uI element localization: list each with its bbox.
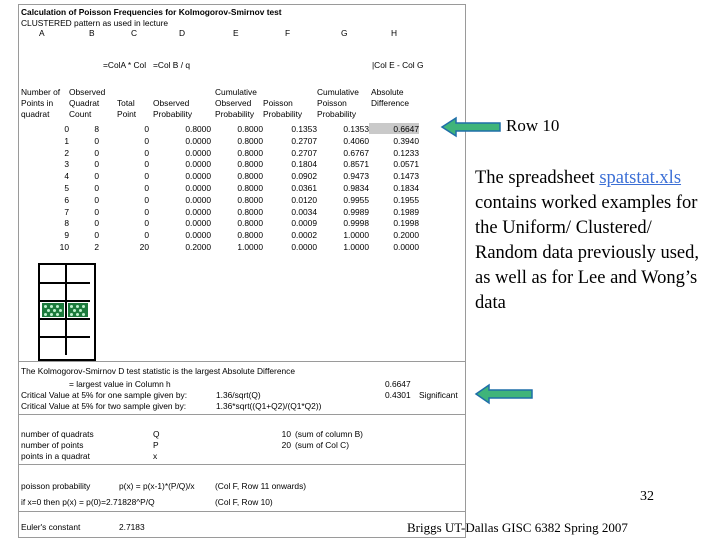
- col-letter-c: C: [131, 28, 138, 38]
- table-cell: 0.8000: [237, 194, 263, 205]
- header-b1: Observed: [69, 87, 106, 97]
- header-e1: Cumulative: [215, 87, 257, 97]
- table-cell: 0: [144, 230, 149, 241]
- table-cell: 0: [94, 206, 99, 217]
- page-number: 32: [640, 489, 654, 504]
- table-cell: 0.0120: [291, 194, 317, 205]
- table-cell: 0.6767: [343, 147, 369, 158]
- param-note-q: (sum of column B): [295, 429, 363, 439]
- table-cell: 0.1989: [393, 206, 419, 217]
- table-cell: 0.2000: [393, 230, 419, 241]
- col-letter-h: H: [391, 28, 398, 38]
- table-cell: 0.2707: [291, 147, 317, 158]
- ks-line4-formula: 1.36*sqrt((Q1+Q2)/(Q1*Q2)): [216, 401, 322, 411]
- ks-line2-value: 0.6647: [385, 379, 411, 389]
- table-cell: 0.0571: [393, 159, 419, 170]
- table-cell: 0: [94, 194, 99, 205]
- table-cell: 1: [64, 135, 69, 146]
- header-a1: Number of: [21, 87, 61, 97]
- table-cell: 0.8000: [185, 124, 211, 134]
- poisson-note1: (Col F, Row 11 onwards): [215, 481, 307, 491]
- header-f2: Poisson: [263, 98, 293, 108]
- table-cell: 0.2707: [291, 135, 317, 146]
- table-cell: 0.0000: [185, 171, 211, 182]
- table-cell: 0: [64, 124, 69, 134]
- header-c2: Total: [117, 98, 135, 108]
- table-cell: 0.0000: [185, 218, 211, 229]
- table-cell: 0: [94, 218, 99, 229]
- table-cell: 8: [94, 124, 99, 134]
- ks-line3-result: Significant: [419, 390, 458, 400]
- table-cell: 0.0000: [393, 242, 419, 252]
- param-label-x: points in a quadrat: [21, 451, 90, 461]
- table-cell: 0.8000: [237, 230, 263, 241]
- header-e2: Observed: [215, 98, 252, 108]
- table-cell: 0.8000: [237, 135, 263, 146]
- table-cell: 0.8000: [237, 183, 263, 193]
- col-letter-b: B: [89, 28, 95, 38]
- table-cell: 0: [144, 206, 149, 217]
- table-cell: 5: [64, 183, 69, 193]
- ks-line2: = largest value in Column h: [69, 379, 171, 389]
- table-cell: 0.0000: [185, 183, 211, 193]
- table-cell: 0.1834: [393, 183, 419, 193]
- table-cell: 0.0000: [185, 206, 211, 217]
- table-cell: 0.9998: [343, 218, 369, 229]
- header-g1: Cumulative: [317, 87, 359, 97]
- col-letter-d: D: [179, 28, 186, 38]
- table-cell: 0.8000: [237, 206, 263, 217]
- header-a3: quadrat: [21, 109, 50, 119]
- euler-label: Euler's constant: [21, 522, 81, 532]
- col-letter-f: F: [285, 28, 291, 38]
- param-value-p: 20: [281, 440, 291, 450]
- param-label-p: number of points: [21, 440, 84, 450]
- quadrat-pattern-image: [38, 263, 96, 361]
- param-value-q: 10: [281, 429, 291, 439]
- header-g3: Probability: [317, 109, 357, 119]
- table-cell: 0: [144, 183, 149, 193]
- table-cell: 0.0000: [185, 194, 211, 205]
- table-cell: 9: [64, 230, 69, 241]
- table-cell: 0.0009: [291, 218, 317, 229]
- ks-line3-formula: 1.36/sqrt(Q): [216, 390, 261, 400]
- table-cell: 0.1353: [343, 124, 369, 134]
- poisson-formula: p(x) = p(x-1)*(P/Q)/x: [119, 481, 195, 491]
- table-cell: 0.8000: [237, 124, 263, 134]
- table-cell: 0.8571: [343, 159, 369, 170]
- col-letter-e: E: [233, 28, 239, 38]
- footer-credit: Briggs UT-Dallas GISC 6382 Spring 2007: [407, 520, 628, 535]
- table-cell: 0.0000: [291, 242, 317, 252]
- row-10-label: Row 10: [506, 116, 560, 135]
- table-cell: 0.0002: [291, 230, 317, 241]
- explanation-note: [475, 166, 715, 316]
- table-cell: 0.0000: [185, 135, 211, 146]
- table-cell: 20: [139, 242, 149, 252]
- table-cell: 0.4060: [343, 135, 369, 146]
- table-cell: 0: [144, 147, 149, 158]
- table-cell: 2: [94, 242, 99, 252]
- header-b3: Count: [69, 109, 92, 119]
- col-letter-a: A: [39, 28, 45, 38]
- param-label-q: number of quadrats: [21, 429, 94, 439]
- table-cell: 0.0902: [291, 171, 317, 182]
- header-e3: Probability: [215, 109, 255, 119]
- table-cell: 0.1804: [291, 159, 317, 170]
- param-sym-p: P: [153, 440, 159, 450]
- euler-value: 2.7183: [119, 522, 145, 532]
- spatstat-link[interactable]: spatstat.xls: [599, 168, 682, 188]
- table-cell: 0.0034: [291, 206, 317, 217]
- table-cell: 0: [144, 135, 149, 146]
- header-a2: Points in: [21, 98, 54, 108]
- table-cell: 0: [94, 159, 99, 170]
- table-cell: 0: [144, 159, 149, 170]
- header-b2: Quadrat: [69, 98, 100, 108]
- table-cell: 8: [64, 218, 69, 229]
- param-sym-x: x: [153, 451, 158, 461]
- table-cell: 0: [94, 135, 99, 146]
- ks-line4-label: Critical Value at 5% for two sample given by:: [21, 401, 187, 411]
- arrow-left-icon: [474, 383, 534, 405]
- table-cell: 0.9473: [343, 171, 369, 182]
- ks-line3-value: 0.4301: [385, 390, 411, 400]
- formula-c: =ColA * Col: [103, 60, 147, 70]
- table-cell: 0: [144, 124, 149, 134]
- table-cell: 0.0000: [185, 230, 211, 241]
- ks-line3-label: Critical Value at 5% for one sample given by:: [21, 390, 188, 400]
- arrow-left-icon: [440, 116, 502, 138]
- formula-d: =Col B / q: [153, 60, 191, 70]
- spreadsheet: [18, 4, 466, 538]
- table-cell: 0.8000: [237, 159, 263, 170]
- table-cell: 0.6647: [393, 124, 419, 134]
- table-cell: 2: [64, 147, 69, 158]
- header-f3: Probability: [263, 109, 303, 119]
- table-cell: 0.9955: [343, 194, 369, 205]
- poisson-note2: (Col F, Row 10): [215, 497, 273, 507]
- table-cell: 6: [64, 194, 69, 205]
- table-cell: 4: [64, 171, 69, 182]
- sheet-title: Calculation of Poisson Frequencies for Kolmogorov-Smirnov test: [21, 7, 282, 17]
- table-cell: 0.0361: [291, 183, 317, 193]
- table-cell: 0.0000: [185, 147, 211, 158]
- header-c3: Point: [117, 109, 137, 119]
- param-sym-q: Q: [153, 429, 160, 439]
- table-cell: 0.8000: [237, 147, 263, 158]
- table-cell: 1.0000: [343, 230, 369, 241]
- table-cell: 0: [144, 171, 149, 182]
- table-cell: 0: [94, 183, 99, 193]
- header-d3: Probability: [153, 109, 193, 119]
- table-cell: 0: [144, 194, 149, 205]
- table-cell: 0.0000: [185, 159, 211, 170]
- table-cell: 0.1233: [393, 147, 419, 158]
- table-cell: 1.0000: [237, 242, 263, 252]
- note-text-end: contains worked examples for the Uniform/ Clustered/ Random data previously used, as well as for Lee and Wong’s data: [475, 193, 700, 313]
- header-d2: Observed: [153, 98, 190, 108]
- table-cell: 0.1955: [393, 194, 419, 205]
- sheet-subtitle: CLUSTERED pattern as used in lecture: [21, 18, 169, 28]
- ks-line1: The Kolmogorov-Smirnov D test statistic is the largest Absolute Difference: [21, 366, 296, 376]
- table-cell: 0.2000: [185, 242, 211, 252]
- table-cell: 1.0000: [343, 242, 369, 252]
- poisson-label2: if x=0 then p(x) = p(0)=2.71828^P/Q: [21, 497, 155, 507]
- note-text-start: The spreadsheet: [475, 168, 600, 188]
- table-cell: 0: [94, 171, 99, 182]
- header-h1: Absolute: [371, 87, 404, 97]
- table-cell: 3: [64, 159, 69, 170]
- param-note-p: (sum of Col C): [295, 440, 349, 450]
- table-cell: 0: [94, 230, 99, 241]
- table-cell: 0.8000: [237, 171, 263, 182]
- header-g2: Poisson: [317, 98, 347, 108]
- cluster-cell-left: [42, 303, 64, 317]
- table-cell: 0.1998: [393, 218, 419, 229]
- table-cell: 0.1353: [291, 124, 317, 134]
- col-letter-g: G: [341, 28, 348, 38]
- formula-h: |Col E - Col G: [372, 60, 424, 70]
- table-cell: 0: [94, 147, 99, 158]
- table-cell: 0.3940: [393, 135, 419, 146]
- table-cell: 0.1473: [393, 171, 419, 182]
- cluster-cell-right: [68, 303, 88, 317]
- table-cell: 0.9834: [343, 183, 369, 193]
- header-h2: Difference: [371, 98, 410, 108]
- table-cell: 0: [144, 218, 149, 229]
- table-cell: 0.8000: [237, 218, 263, 229]
- table-cell: 7: [64, 206, 69, 217]
- table-cell: 0.9989: [343, 206, 369, 217]
- poisson-label: poisson probability: [21, 481, 91, 491]
- table-cell: 10: [59, 242, 69, 252]
